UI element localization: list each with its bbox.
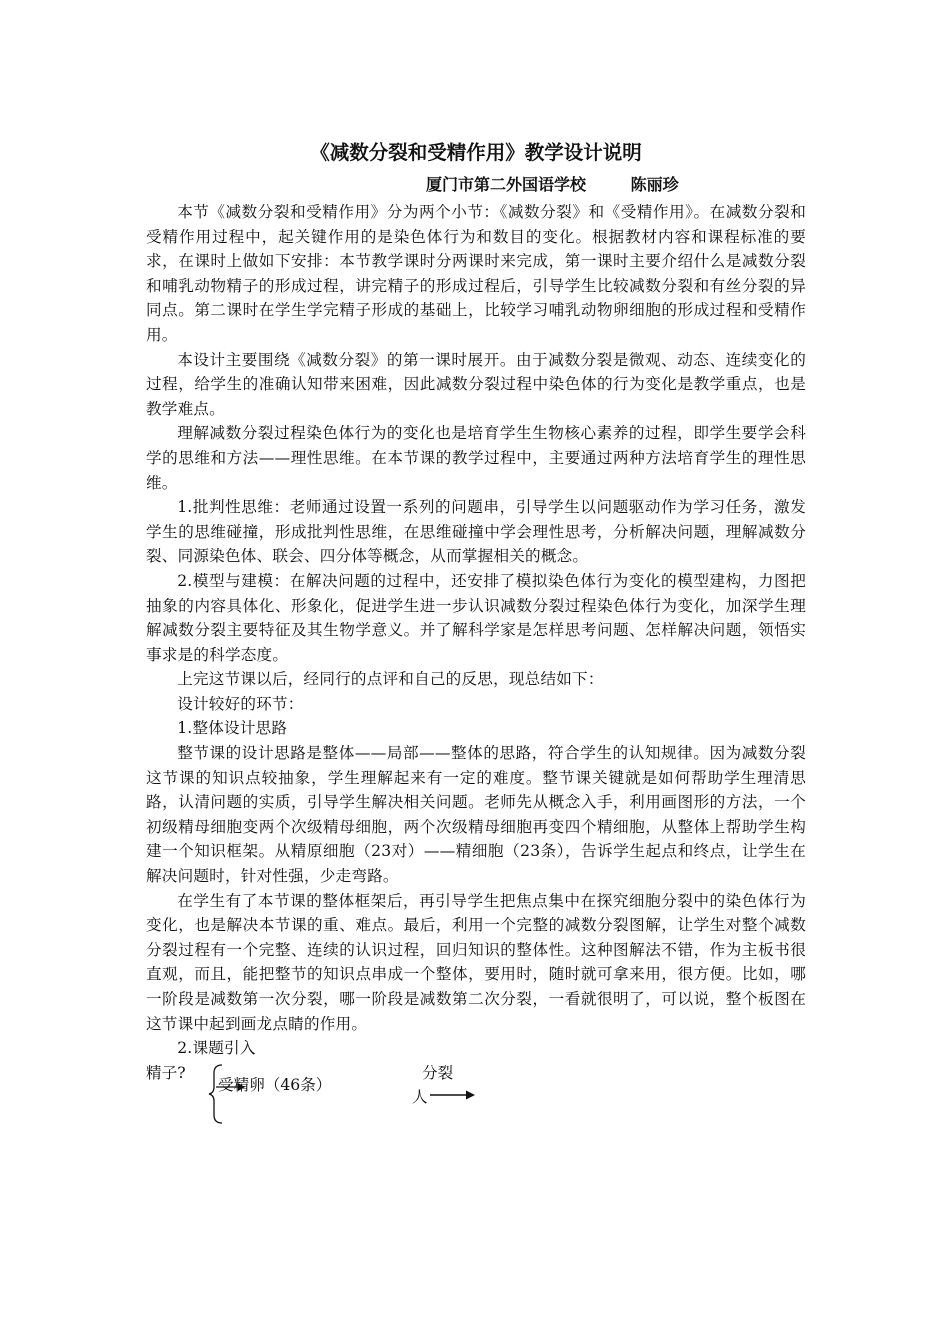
arrow-right-icon bbox=[430, 1089, 476, 1101]
section-heading: 2.课题引入 bbox=[177, 1039, 256, 1058]
paragraph: 设计较好的环节： bbox=[177, 694, 304, 713]
byline-author: 陈丽珍 bbox=[630, 175, 679, 194]
byline bbox=[146, 170, 806, 200]
document-title: 《减数分裂和受精作用》教学设计说明 bbox=[310, 141, 642, 164]
paragraph: 在学生有了本节课的整体框架后，再引导学生把焦点集中在探究细胞分裂中的染色体行为变化，也是解决本节课的重、难点。最后，利用一个完整的减数分裂图解，让学生对整个减数分裂过程有一个完整、连续的认识过程，回归知识的整体性。这种图解法不错，作为主板书很直观，而且，能把整节的知识点串成一个整体，要用时，随时就可拿来用，很方便。比如，哪一阶段是减数第一次分裂，哪一阶段是减数第二次分裂，一看就很明了，可以说，整个板图在这节课中起到画龙点睛的作用。 bbox=[146, 891, 806, 1033]
paragraph: 本设计主要围绕《减数分裂》的第一课时展开。由于减数分裂是微观、动态、连续变化的过程，给学生的准确认知带来困难，因此减数分裂过程中染色体的行为变化是教学重点，也是教学难点。 bbox=[146, 350, 806, 418]
paragraph: 上完这节课以后，经同行的点评和自己的反思，现总结如下： bbox=[177, 670, 604, 689]
paragraph: 1.批判性思维：老师通过设置一系列的问题串，引导学生以问题驱动作为学习任务，激发学生的思维碰撞，形成批判性思维，在思维碰撞中学会理性思考，分析解决问题，理解减数分裂、同源染色体、联会、四分体等概念，从而掌握相关的概念。 bbox=[146, 498, 806, 566]
label-sperm: 精子? bbox=[146, 1063, 186, 1082]
paragraph: 整节课的设计思路是整体——局部——整体的思路，符合学生的认知规律。因为减数分裂这节课的知识点较抽象，学生理解起来有一定的难度。整节课关键就是如何帮助学生理清思路，认清问题的实质，引导学生解决相关问题。老师先从概念入手，利用画图形的方法，一个初级精母细胞变两个次级精母细胞，两个次级精母细胞再变四个精细胞，从整体上帮助学生构建一个知识框架。从精原细胞（23对）——精细胞（23条），告诉学生起点和终点，让学生在解决问题时，针对性强，少走弯路。 bbox=[146, 744, 806, 886]
section-heading: 1.整体设计思路 bbox=[177, 719, 288, 738]
label-zygote: 受精卵（46条） bbox=[218, 1075, 332, 1094]
document-page bbox=[146, 136, 806, 1141]
intro-diagram bbox=[146, 1061, 806, 1141]
paragraph: 理解减数分裂过程染色体行为的变化也是培育学生生物核心素养的过程，即学生要学会科学的思维和方法——理性思维。在本节课的教学过程中，主要通过两种方法培育学生的理性思维。 bbox=[146, 424, 806, 492]
paragraph: 本节《减数分裂和受精作用》分为两个小节：《减数分裂》和《受精作用》。在减数分裂和受精作用过程中，起关键作用的是染色体行为和数目的变化。根据教材内容和课程标准的要求，在课时上做如下安排：本节教学课时分两课时来完成，第一课时主要介绍什么是减数分裂和哺乳动物精子的形成过程，讲完精子的形成过程后，引导学生比较减数分裂和有丝分裂的异同点。第二课时在学生学完精子形成的基础上，比较学习哺乳动物卵细胞的形成过程和受精作用。 bbox=[146, 203, 806, 344]
label-human: 人 bbox=[412, 1087, 428, 1106]
paragraph: 2.模型与建模：在解决问题的过程中，还安排了模拟染色体行为变化的模型建构，力图把抽象的内容具体化、形象化，促进学生进一步认识减数分裂过程染色体行为变化，加深学生理解减数分裂主要特征及其生物学意义。并了解科学家是怎样思考问题、怎样解决问题，领悟实事求是的科学态度。 bbox=[146, 571, 806, 664]
byline-school: 厦门市第二外国语学校 bbox=[426, 175, 587, 194]
label-divide: 分裂 bbox=[422, 1063, 454, 1082]
